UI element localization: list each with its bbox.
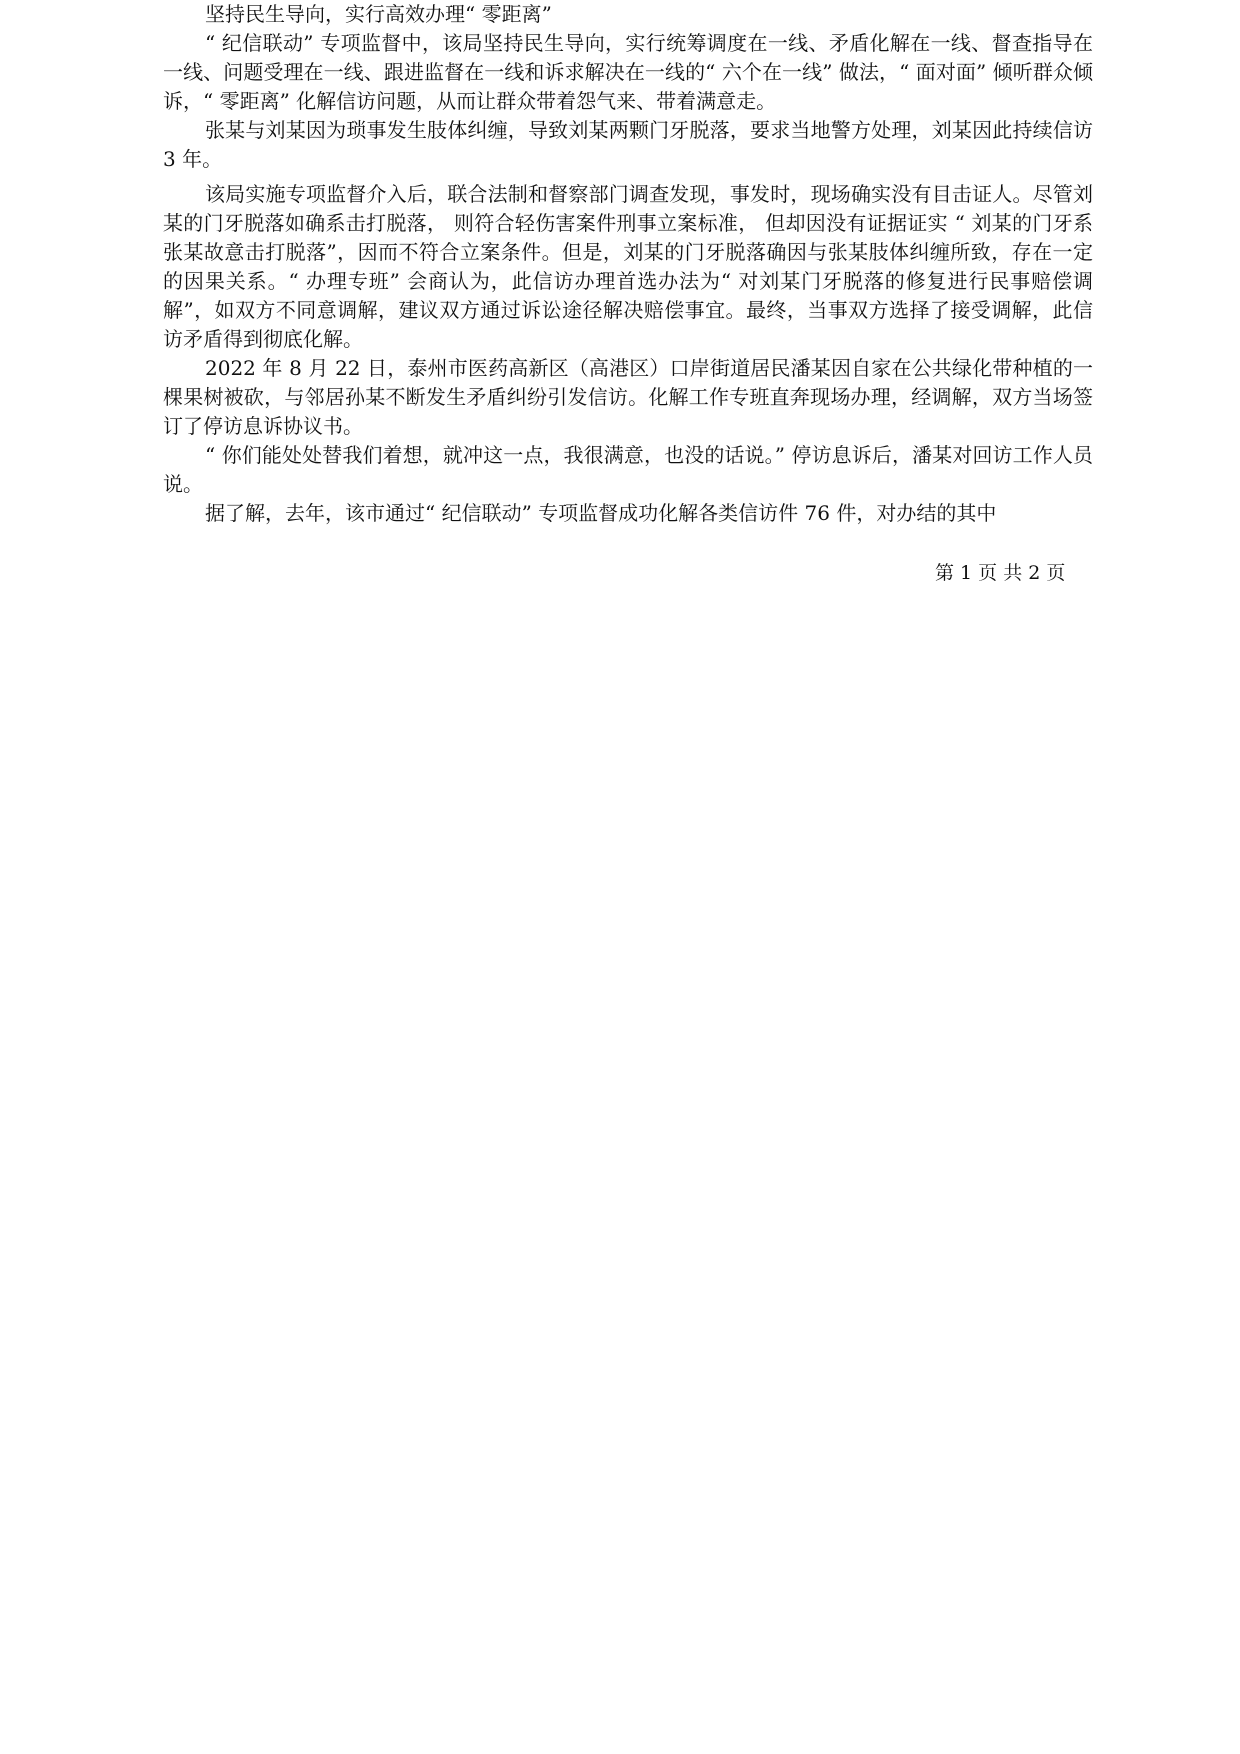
paragraph-1: “ 纪信联动” 专项监督中，该局坚持民生导向，实行统筹调度在一线、矛盾化解在一线、督查指导在一线、问题受理在一线、跟进监督在一线和诉求解决在一线的“ 六个在一线” 做法，“ 面对面” 倾听群众倾诉，“ 零距离” 化解信访问题，从而让群众带着怨气来、带着满意走。 <box>163 31 1093 113</box>
paragraph-2: 张某与刘某因为琐事发生肢体纠缠，导致刘某两颗门牙脱落，要求当地警方处理，刘某因此持续信访 3 年。 <box>163 118 1093 171</box>
paragraph-3: 该局实施专项监督介入后，联合法制和督察部门调查发现，事发时，现场确实没有目击证人。尽管刘某的门牙脱落如确系击打脱落， 则符合轻伤害案件刑事立案标准， 但却因没有证据证实 “ 刘某的门牙系张某故意击打脱落”，因而不符合立案条件。但是，刘某的门牙脱落确因与张某肢体纠缠所致，存在一定的因果关系。“ 办理专班” 会商认为，此信访办理首选办法为“ 对刘某门牙脱落的修复进行民事赔偿调解”，如双方不同意调解，建议双方通过诉讼途径解决赔偿事宜。最终，当事双方选择了接受调解，此信访矛盾得到彻底化解。 <box>163 182 1093 351</box>
paragraph-5: “ 你们能处处替我们着想，就冲这一点，我很满意，也没的话说。” 停访息诉后，潘某对回访工作人员说。 <box>163 443 1093 496</box>
paragraph-6: 据了解，去年，该市通过“ 纪信联动” 专项监督成功化解各类信访件 76 件，对办结的其中 <box>205 501 997 525</box>
paragraph-4: 2022 年 8 月 22 日，泰州市医药高新区（高港区）口岸街道居民潘某因自家在公共绿化带种植的一棵果树被砍，与邻居孙某不断发生矛盾纠纷引发信访。化解工作专班直奔现场办理，经调解，双方当场签订了停访息诉协议书。 <box>163 356 1093 438</box>
page-number-footer: 第 1 页 共 2 页 <box>935 562 1066 584</box>
paragraph-heading: 坚持民生导向，实行高效办理“ 零距离” <box>205 2 552 26</box>
document-body <box>163 0 1093 528</box>
